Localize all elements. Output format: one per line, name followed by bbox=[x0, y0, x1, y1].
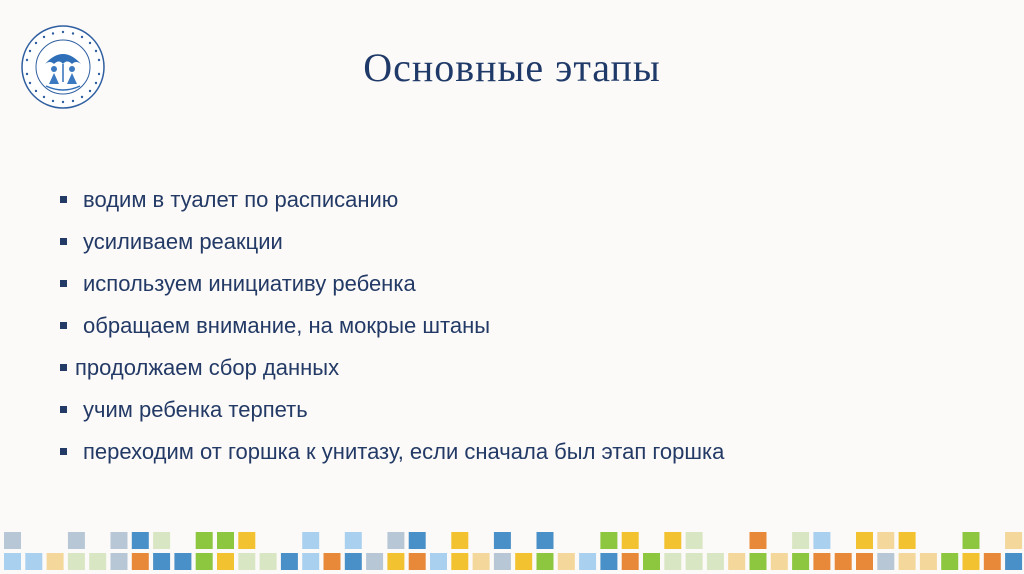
mosaic-tile bbox=[579, 553, 596, 570]
mosaic-tile bbox=[281, 553, 298, 570]
mosaic-tile bbox=[537, 553, 554, 570]
mosaic-tile bbox=[260, 553, 277, 570]
mosaic-tile bbox=[345, 553, 362, 570]
mosaic-tile bbox=[494, 532, 511, 549]
mosaic-tile bbox=[68, 532, 85, 549]
mosaic-tile bbox=[600, 553, 617, 570]
mosaic-tile bbox=[750, 553, 767, 570]
mosaic-tile bbox=[877, 553, 894, 570]
list-item bbox=[60, 393, 724, 435]
mosaic-tile bbox=[238, 553, 255, 570]
mosaic-tile bbox=[771, 553, 788, 570]
list-item-text: используем инициативу ребенка bbox=[83, 271, 416, 296]
list-item-text: обращаем внимание, на мокрые штаны bbox=[83, 313, 491, 338]
mosaic-tile bbox=[494, 553, 511, 570]
mosaic-tile bbox=[899, 553, 916, 570]
mosaic-tile bbox=[856, 532, 873, 549]
list-item bbox=[60, 267, 724, 309]
mosaic-tile bbox=[451, 532, 468, 549]
mosaic-tile bbox=[750, 532, 767, 549]
mosaic-tile bbox=[856, 553, 873, 570]
mosaic-tile bbox=[899, 532, 916, 549]
list-item-text: усиливаем реакции bbox=[83, 229, 283, 254]
mosaic-tile bbox=[4, 553, 21, 570]
square-bullet-icon bbox=[60, 448, 67, 455]
square-bullet-icon bbox=[60, 364, 67, 371]
mosaic-tile bbox=[686, 553, 703, 570]
mosaic-tile bbox=[473, 553, 490, 570]
square-bullet-icon bbox=[60, 196, 67, 203]
mosaic-tile bbox=[451, 553, 468, 570]
mosaic-tile bbox=[217, 532, 234, 549]
mosaic-tile bbox=[877, 532, 894, 549]
mosaic-tile bbox=[963, 532, 980, 549]
slide-title: Основные этапы bbox=[363, 45, 661, 90]
list-item bbox=[60, 183, 724, 225]
mosaic-tile bbox=[728, 553, 745, 570]
list-item-text: учим ребенка терпеть bbox=[83, 397, 308, 422]
mosaic-tile bbox=[792, 532, 809, 549]
mosaic-tile bbox=[132, 532, 149, 549]
mosaic-tile bbox=[409, 553, 426, 570]
mosaic-tile bbox=[89, 553, 106, 570]
mosaic-tile bbox=[68, 553, 85, 570]
mosaic-tile bbox=[153, 532, 170, 549]
mosaic-tile bbox=[366, 553, 383, 570]
mosaic-tile bbox=[664, 532, 681, 549]
mosaic-tile bbox=[153, 553, 170, 570]
mosaic-tile bbox=[622, 532, 639, 549]
list-item bbox=[60, 351, 724, 393]
mosaic-tile bbox=[302, 553, 319, 570]
mosaic-tile bbox=[1005, 532, 1022, 549]
mosaic-tile bbox=[196, 553, 213, 570]
mosaic-tile bbox=[600, 532, 617, 549]
square-bullet-icon bbox=[60, 406, 67, 413]
mosaic-tile bbox=[174, 553, 191, 570]
mosaic-tile bbox=[984, 553, 1001, 570]
mosaic-tile bbox=[941, 553, 958, 570]
mosaic-tile bbox=[345, 532, 362, 549]
square-bullet-icon bbox=[60, 280, 67, 287]
mosaic-tile bbox=[387, 553, 404, 570]
mosaic-tile bbox=[813, 553, 830, 570]
mosaic-tile bbox=[813, 532, 830, 549]
mosaic-tile bbox=[409, 532, 426, 549]
mosaic-tile bbox=[835, 553, 852, 570]
list-item bbox=[60, 309, 724, 351]
mosaic-tile bbox=[25, 553, 42, 570]
mosaic-tile bbox=[622, 553, 639, 570]
square-bullet-icon bbox=[60, 238, 67, 245]
mosaic-tile bbox=[920, 553, 937, 570]
mosaic-tile bbox=[4, 532, 21, 549]
mosaic-tile bbox=[430, 553, 447, 570]
mosaic-tile bbox=[111, 553, 128, 570]
mosaic-tile bbox=[664, 553, 681, 570]
square-bullet-icon bbox=[60, 322, 67, 329]
mosaic-tile bbox=[558, 553, 575, 570]
mosaic-tile bbox=[387, 532, 404, 549]
mosaic-tile bbox=[515, 553, 532, 570]
mosaic-tile bbox=[47, 553, 64, 570]
mosaic-tile bbox=[217, 553, 234, 570]
list-item-text: водим в туалет по расписанию bbox=[83, 187, 399, 212]
list-item-text: переходим от горшка к унитазу, если сначала был этап горшка bbox=[83, 439, 725, 464]
list-item-text: продолжаем сбор данных bbox=[75, 355, 340, 380]
mosaic-tile bbox=[643, 553, 660, 570]
mosaic-tile bbox=[1005, 553, 1022, 570]
mosaic-tile bbox=[132, 553, 149, 570]
list-item bbox=[60, 225, 724, 267]
mosaic-tile bbox=[963, 553, 980, 570]
mosaic-tile bbox=[324, 553, 341, 570]
mosaic-tile bbox=[792, 553, 809, 570]
mosaic-tile bbox=[238, 532, 255, 549]
mosaic-tile bbox=[686, 532, 703, 549]
mosaic-tile bbox=[196, 532, 213, 549]
mosaic-tile bbox=[707, 553, 724, 570]
list-item bbox=[60, 435, 724, 477]
mosaic-tile bbox=[302, 532, 319, 549]
decorative-tile-mosaic bbox=[0, 524, 1024, 574]
bullet-list bbox=[60, 183, 724, 477]
mosaic-tile bbox=[111, 532, 128, 549]
mosaic-tile bbox=[537, 532, 554, 549]
